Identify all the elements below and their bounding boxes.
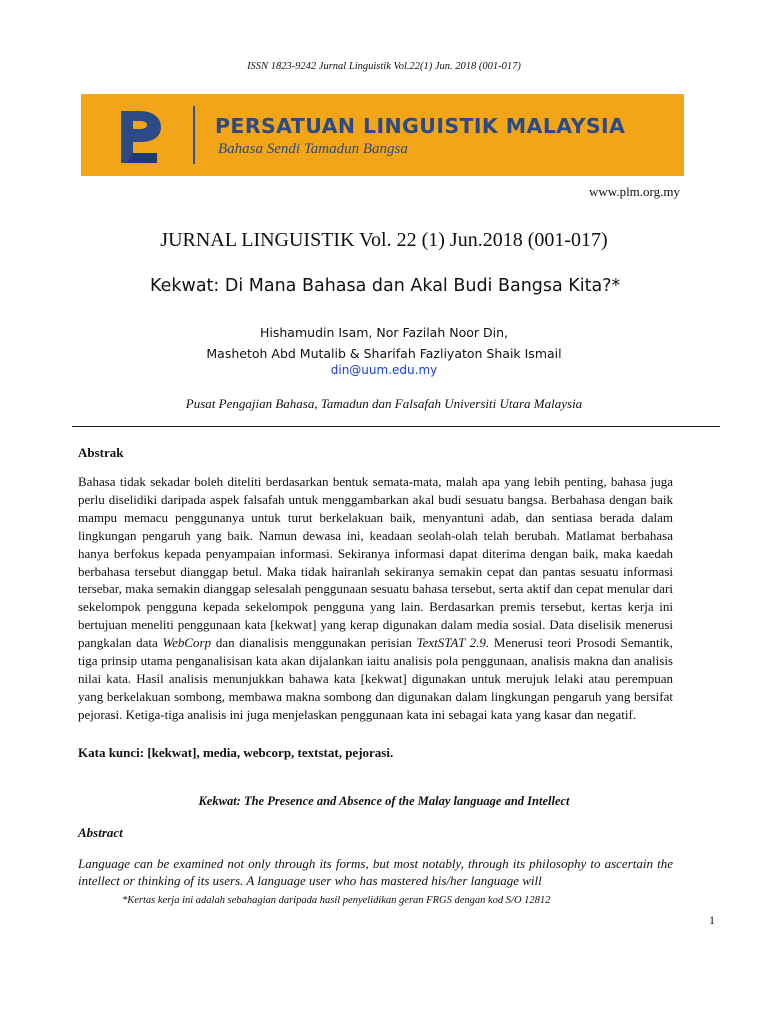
abstrak-heading: Abstrak <box>78 445 124 460</box>
affiliation: Pusat Pengajian Bahasa, Tamadun dan Falsafah Universiti Utara Malaysia <box>185 396 583 411</box>
english-abstract-body: Language can be examined not only through its forms, but most notably, through its philosophy to ascertain the intellect or thinking of its users. A language user who has mastered his/her language will <box>78 856 673 888</box>
webcorp-term: WebCorp <box>162 635 212 651</box>
abstrak-body <box>78 473 673 724</box>
keywords: Kata kunci: [kekwat], media, webcorp, textstat, pejorasi. <box>78 745 394 760</box>
plm-logo-icon <box>111 105 171 167</box>
abstrak-text-2: dan dianalisis menggunakan perisian <box>211 635 417 651</box>
paper-title: Kekwat: Di Mana Bahasa dan Akal Budi Bangsa Kita?* <box>150 276 621 296</box>
abstrak-text-1: Bahasa tidak sekadar boleh diteliti berdasarkan bentuk semata-mata, malah apa yang lebih penting, bahasa juga perlu diselidiki daripada aspek falsafah untuk menggambarkan akal budi sesuatu bangsa. Berbahasa dengan baik mampu memacu penggunanya untuk turut berkelakuan baik, menyantuni adab, dan sentiasa berada dalam lingkungan pengaruh yang baik. Namun dewasa ini, keadaan seolah-olah telah berubah. Matlamat berbahasa hanya berfokus kepada penyampaian informasi. Sekiranya informasi dapat diterima dengan baik, maka kaedah berbahasa tersebut dianggap betul. Maka tidak hairanlah sekiranya semakin cepat dan pantas sesuatu informasi tersebar, maka semakin dianggap selesalah penggunaan sesuatu bahasa tersebut, serta aktif dan cepat menular dari sekelompok pengguna kepada sekelompok pengguna yang lain. Berdasarkan premis tersebut, kertas kerja ini bertujuan meneliti penggunaan kata [kekwat] yang kerap digunakan dalam media sosial. Data diselisik menerusi pangkalan data <box>78 474 673 651</box>
textstat-term: TextSTAT 2.9. <box>416 635 490 651</box>
issn-header: ISSN 1823-9242 Jurnal Linguistik Vol.22(1) Jun. 2018 (001-017) <box>247 61 521 72</box>
banner-divider <box>193 106 195 164</box>
english-abstract-heading: Abstract <box>78 825 123 840</box>
footnote: *Kertas kerja ini adalah sebahagian daripada hasil penyelidikan geran FRGS dengan kod S/O 12812 <box>122 895 551 906</box>
section-rule <box>72 426 720 427</box>
authors-line-1: Hishamudin Isam, Nor Fazilah Noor Din, <box>260 325 508 340</box>
org-name: PERSATUAN LINGUISTIK MALAYSIA <box>215 114 626 138</box>
page-number: 1 <box>709 913 715 927</box>
authors-line-2: Mashetoh Abd Mutalib & Sharifah Fazliyaton Shaik Ismail <box>206 346 562 361</box>
org-tagline: Bahasa Sendi Tamadun Bangsa <box>218 141 408 157</box>
association-banner <box>81 94 684 176</box>
english-title: Kekwat: The Presence and Absence of the Malay language and Intellect <box>198 794 570 808</box>
author-email-link[interactable]: din@uum.edu.my <box>330 363 438 377</box>
website-link[interactable]: www.plm.org.my <box>589 184 680 199</box>
journal-line: JURNAL LINGUISTIK Vol. 22 (1) Jun.2018 (001-017) <box>160 229 608 251</box>
abstrak-text-3: Menerusi teori Prosodi Semantik, tiga prinsip utama penganalisisan kata akan dijalankan iaitu analisis pola penggunaan, analisis makna dan analisis nilai kata. Hasil analisis menunjukkan bahawa kata [kekwat] digunakan untuk merujuk lelaki atau perempuan yang berkelakuan sombong, membawa makna sombong dan digunakan dalam lingkungan pengaruh yang bersifat pejorasi. Ketiga-tiga analisis ini juga menjelaskan penggunaan kata ini sebagai kata yang kasar dan negatif. <box>78 635 673 722</box>
